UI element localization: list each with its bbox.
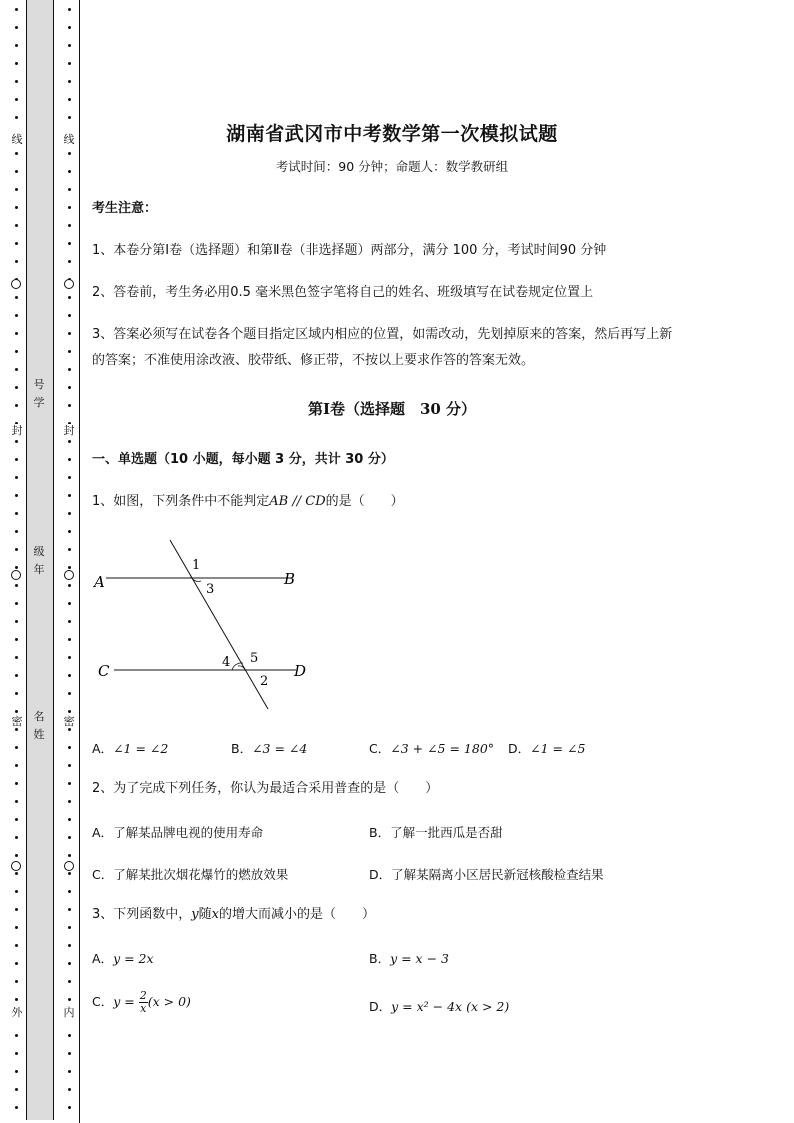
binding-dot [68, 1052, 71, 1055]
outer-mark-wai: 外 [11, 1006, 23, 1019]
binding-dot [15, 62, 18, 65]
inner-mark-nei: 内 [63, 1006, 75, 1019]
angle-arc [238, 666, 245, 670]
option-text: y = x² − 4x (x > 2) [391, 999, 510, 1014]
binding-dot [68, 170, 71, 173]
binding-dot [68, 980, 71, 983]
notice-item: 1、本卷分第Ⅰ卷（选择题）和第Ⅱ卷（非选择题）两部分，满分 100 分，考试时间90 分钟 [92, 243, 607, 258]
binding-dot [15, 656, 18, 659]
binding-dot [15, 908, 18, 911]
option-text: y = [113, 994, 139, 1009]
binding-dot [15, 980, 18, 983]
q3-stem-text: 随 [198, 907, 212, 922]
binding-dot [15, 440, 18, 443]
binding-dot [15, 206, 18, 209]
binding-dot [68, 26, 71, 29]
option-letter: B． [369, 951, 391, 966]
binding-dot [68, 890, 71, 893]
binding-dot [15, 566, 18, 569]
binding-dot [15, 530, 18, 533]
notice-item: 2、答卷前，考生务必用0.5 毫米黑色签字笔将自己的姓名、班级填写在试卷规定位置上 [92, 285, 594, 300]
binding-dot [15, 746, 18, 749]
binding-dot [15, 638, 18, 641]
binding-dot [68, 512, 71, 515]
option-condition: (x > 0) [147, 994, 191, 1009]
binding-dot [15, 692, 18, 695]
binding-dot [68, 314, 71, 317]
q1-stem-math: AB // CD [269, 494, 326, 509]
binding-dot [15, 350, 18, 353]
notice-heading: 考生注意： [92, 201, 158, 216]
binding-dot [15, 548, 18, 551]
binding-dot [15, 818, 18, 821]
binding-dot [15, 1070, 18, 1073]
option-letter: D． [369, 867, 392, 882]
parallel-lines-figure [92, 535, 322, 715]
binding-dot [15, 116, 18, 119]
fraction [139, 990, 148, 1015]
binding-dot [15, 872, 18, 875]
binding-dot [68, 116, 71, 119]
binding-dot [15, 80, 18, 83]
option-letter: A． [92, 825, 114, 840]
q3-stem-text: 的增大而减小的是（ ） [219, 907, 376, 922]
binding-dot [68, 872, 71, 875]
option-letter: A． [92, 741, 114, 756]
option-letter: B． [231, 741, 253, 756]
option-letter: D． [508, 741, 531, 756]
point-c-label: C [98, 662, 110, 680]
option-text: 了解某隔离小区居民新冠核酸检查结果 [391, 867, 604, 882]
binding-dot [15, 332, 18, 335]
q3-option-d[interactable] [369, 997, 509, 1015]
binding-dot [68, 440, 71, 443]
q1-stem-suffix: 的是（ ） [325, 494, 404, 509]
binding-dot [68, 584, 71, 587]
option-text: 了解某批次烟花爆竹的燃放效果 [113, 867, 289, 882]
binding-dot [68, 1106, 71, 1109]
q3-option-a[interactable] [92, 949, 154, 967]
question-3-stem [92, 902, 375, 928]
binding-dot [68, 530, 71, 533]
binding-dot [15, 800, 18, 803]
option-text: y = 2x [113, 951, 154, 966]
binding-dot [68, 260, 71, 263]
angle-1-label: 1 [192, 558, 201, 573]
binding-dot [15, 782, 18, 785]
binding-dot [68, 656, 71, 659]
q1-option-d[interactable] [508, 739, 585, 757]
option-text: ∠3 + ∠5 = 180° [390, 741, 495, 756]
grade-label: 级年 [33, 545, 45, 576]
q2-option-b[interactable] [369, 823, 503, 841]
binding-dot [68, 206, 71, 209]
binding-dot [15, 224, 18, 227]
q3-stem-text: 3、下列函数中， [92, 907, 192, 922]
exam-title: 湖南省武冈市中考数学第一次模拟试题 [226, 123, 558, 145]
option-text: 了解某品牌电视的使用寿命 [113, 825, 264, 840]
student-number-label: 号学 [33, 378, 45, 409]
binding-dot [15, 26, 18, 29]
inner-circle-icon [64, 279, 74, 289]
binding-dot [15, 710, 18, 713]
transversal [170, 540, 268, 709]
binding-dot [68, 602, 71, 605]
binding-dot [15, 728, 18, 731]
option-text: 了解一批西瓜是否甜 [390, 825, 503, 840]
outer-circle-icon [11, 570, 21, 580]
outer-mark-xian: 线 [11, 133, 23, 146]
binding-dot [15, 386, 18, 389]
binding-dot [15, 188, 18, 191]
binding-dot [68, 944, 71, 947]
binding-dot [15, 296, 18, 299]
binding-dot [68, 548, 71, 551]
q1-stem-text: 1、如图，下列条件中不能判定 [92, 494, 270, 509]
binding-dot [68, 800, 71, 803]
binding-dot [15, 584, 18, 587]
binding-dot [68, 404, 71, 407]
fraction-numerator: 2 [139, 989, 147, 1002]
binding-dot [68, 188, 71, 191]
option-text: ∠1 = ∠2 [113, 741, 169, 756]
binding-dot [68, 854, 71, 857]
binding-dot [68, 638, 71, 641]
binding-dot [15, 512, 18, 515]
binding-dot [15, 260, 18, 263]
outer-mark-feng: 封 [11, 424, 23, 437]
binding-dot [15, 836, 18, 839]
inner-circle-icon [64, 570, 74, 580]
binding-dot [68, 926, 71, 929]
q3-option-c[interactable] [92, 990, 191, 1015]
question-1-stem [92, 489, 404, 515]
angle-5-label: 5 [250, 651, 259, 666]
binding-dot [15, 152, 18, 155]
binding-dot [15, 170, 18, 173]
binding-dot [15, 962, 18, 965]
binding-dot [15, 1088, 18, 1091]
binding-dot [68, 350, 71, 353]
notice-item-continued: 的答案；不准使用涂改液、胶带纸、修正带，不按以上要求作答的答案无效。 [92, 353, 535, 368]
binding-dot [15, 1034, 18, 1037]
binding-dot [68, 80, 71, 83]
binding-dot [15, 1106, 18, 1109]
binding-dot [15, 8, 18, 11]
binding-dot [68, 782, 71, 785]
binding-dot [68, 224, 71, 227]
option-letter: B． [369, 825, 391, 840]
option-letter: A． [92, 951, 114, 966]
binding-dot [15, 476, 18, 479]
binding-dot [68, 962, 71, 965]
inner-circle-icon [64, 861, 74, 871]
q1-option-a[interactable] [92, 739, 168, 757]
binding-dot [15, 674, 18, 677]
binding-dot [15, 890, 18, 893]
binding-rule [79, 0, 80, 1123]
binding-dot [68, 152, 71, 155]
binding-dot [15, 494, 18, 497]
q2-option-c[interactable] [92, 865, 288, 883]
angle-2-label: 2 [260, 674, 269, 689]
binding-dot [68, 494, 71, 497]
binding-dot [68, 44, 71, 47]
binding-dot [15, 314, 18, 317]
binding-dot [68, 746, 71, 749]
q2-option-d[interactable] [369, 865, 604, 883]
binding-dot [15, 98, 18, 101]
q3-stem-var-y: y [191, 907, 199, 922]
inner-mark-xian: 线 [63, 133, 75, 146]
binding-dot [15, 44, 18, 47]
binding-dot [68, 764, 71, 767]
binding-dot [68, 386, 71, 389]
binding-dot [68, 242, 71, 245]
angle-3-label: 3 [206, 582, 215, 597]
inner-dotted-line [62, 0, 76, 1123]
binding-dot [68, 692, 71, 695]
option-letter: C． [92, 994, 114, 1009]
outer-mark-mi: 密 [11, 715, 23, 728]
binding-dot [68, 566, 71, 569]
binding-margin [0, 0, 86, 1123]
section-heading: 一、单选题（10 小题，每小题 3 分，共计 30 分） [92, 452, 394, 467]
name-label: 名姓 [33, 710, 45, 741]
binding-dot [68, 728, 71, 731]
binding-dot [15, 602, 18, 605]
option-letter: C． [92, 867, 114, 882]
question-2-stem: 2、为了完成下列任务，你认为最适合采用普查的是（ ） [92, 781, 439, 796]
option-text: ∠1 = ∠5 [530, 741, 586, 756]
binding-dot [68, 836, 71, 839]
binding-dot [68, 674, 71, 677]
option-text: ∠3 = ∠4 [252, 741, 308, 756]
binding-dot [68, 368, 71, 371]
binding-dot [68, 1070, 71, 1073]
q3-option-b[interactable] [369, 949, 449, 967]
binding-dot [15, 404, 18, 407]
binding-dot [68, 98, 71, 101]
binding-dot [68, 620, 71, 623]
inner-mark-feng: 封 [63, 424, 75, 437]
binding-dot [15, 926, 18, 929]
notice-item: 3、答案必须写在试卷各个题目指定区域内相应的位置，如需改动，先划掉原来的答案，然后再写上新 [92, 327, 673, 342]
option-letter: C． [369, 741, 391, 756]
binding-dot [15, 998, 18, 1001]
point-a-label: A [94, 573, 105, 591]
binding-dot [15, 458, 18, 461]
q1-option-c[interactable] [369, 739, 494, 757]
outer-dotted-line [9, 0, 23, 1123]
binding-dot [68, 8, 71, 11]
binding-dot [68, 296, 71, 299]
q2-option-a[interactable] [92, 823, 263, 841]
binding-dot [68, 908, 71, 911]
part-title: 第Ⅰ卷（选择题 30 分） [307, 400, 477, 418]
outer-circle-icon [11, 279, 21, 289]
binding-dot [68, 458, 71, 461]
q1-option-b[interactable] [231, 739, 307, 757]
outer-circle-icon [11, 861, 21, 871]
binding-dot [15, 368, 18, 371]
binding-dot [68, 818, 71, 821]
binding-dot [15, 620, 18, 623]
binding-dot [68, 62, 71, 65]
binding-dot [15, 944, 18, 947]
binding-dot [68, 1088, 71, 1091]
option-letter: D． [369, 999, 392, 1014]
binding-dot [15, 854, 18, 857]
angle-4-label: 4 [222, 655, 231, 670]
binding-dot [68, 998, 71, 1001]
binding-dot [15, 1052, 18, 1055]
option-text: y = x − 3 [390, 951, 449, 966]
binding-dot [68, 332, 71, 335]
binding-dot [68, 710, 71, 713]
point-d-label: D [294, 662, 307, 680]
inner-mark-mi: 密 [63, 715, 75, 728]
binding-dot [68, 476, 71, 479]
q3-stem-var-x: x [211, 907, 219, 922]
point-b-label: B [284, 570, 296, 588]
binding-dot [15, 242, 18, 245]
exam-subtitle: 考试时间：90 分钟；命题人：数学教研组 [275, 159, 509, 174]
binding-dot [15, 764, 18, 767]
fraction-denominator: x [140, 1002, 147, 1015]
binding-dot [68, 1034, 71, 1037]
